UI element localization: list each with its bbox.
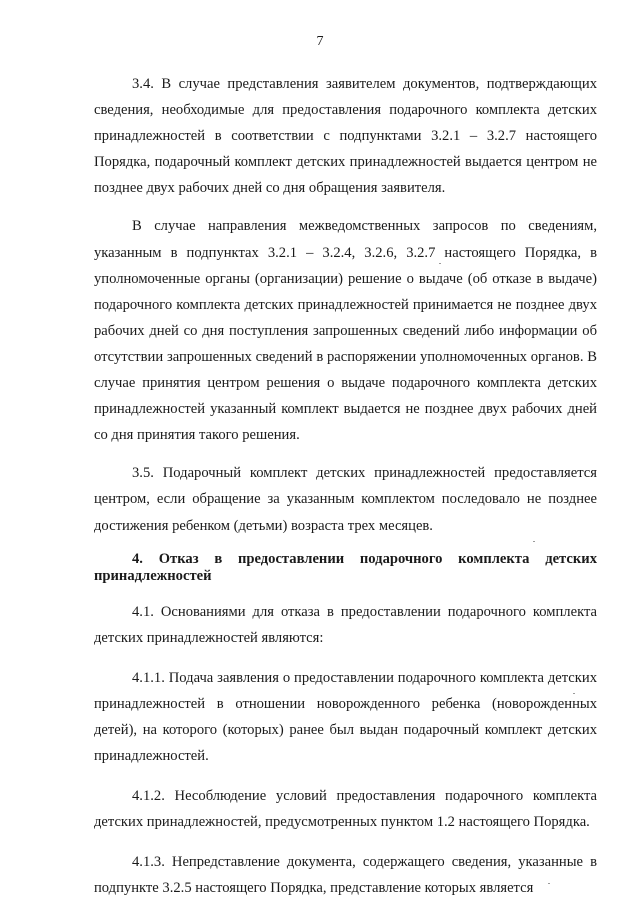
page-number: 7 <box>316 34 324 49</box>
scan-speck <box>533 541 535 542</box>
paragraph-4-1-1: 4.1.1. Подача заявления о предоставлении подарочного комплекта детских принадлежностей в отношении новорожденного ребенка (новорожденных детей), на которого (которых) ранее был выдан подарочный комплект детских принадлежностей. <box>94 669 597 765</box>
paragraph-3-5: 3.5. Подарочный комплект детских принадлежностей предоставляется центром, если обращение за указанным комплектом последовало не позднее достижения ребенком (детьми) возраста трех месяцев. <box>94 465 597 534</box>
scan-speck <box>573 693 575 694</box>
section-heading-4: 4. Отказ в предоставлении подарочного комплекта детских принадлежностей <box>94 550 597 584</box>
paragraph-4-1: 4.1. Основаниями для отказа в предоставлении подарочного комплекта детских принадлежностей являются: <box>94 603 597 646</box>
document-body <box>94 71 597 916</box>
paragraph-3-4-second: В случае направления межведомственных запросов по сведениям, указанным в подпунктах 3.2.1 – 3.2.4, 3.2.6, 3.2.7 настоящего Порядка, в уполномоченные органы (организации) решение о выдаче (об отказе в выдаче) подарочного комплекта детских принадлежностей принимается не позднее двух рабочих дней со дня поступления запрошенных сведений либо информации об отсутствии запрошенных сведений в распоряжении уполномоченных органов. В случае принятия центром решения о выдаче подарочного комплекта детских принадлежностей указанный комплект выдается не позднее двух рабочих дней со дня принятия такого решения. <box>94 218 597 444</box>
paragraph-4-1-2: 4.1.2. Несоблюдение условий предоставления подарочного комплекта детских принадлежностей, предусмотренных пунктом 1.2 настоящего Порядка. <box>94 788 597 831</box>
paragraph-3-4: 3.4. В случае представления заявителем документов, подтверждающих сведения, необходимые для предоставления подарочного комплекта детских принадлежностей в соответствии с подпунктами 3.2.1 – 3.2.7 настоящего Порядка, подарочный комплект детских принадлежностей выдается центром не позднее двух рабочих дней со дня обращения заявителя. <box>94 76 597 197</box>
scan-speck <box>439 263 441 264</box>
paragraph-4-1-3: 4.1.3. Непредставление документа, содержащего сведения, указанные в подпункте 3.2.5 настоящего Порядка, представление которых является <box>94 854 597 897</box>
scan-speck <box>548 883 550 884</box>
